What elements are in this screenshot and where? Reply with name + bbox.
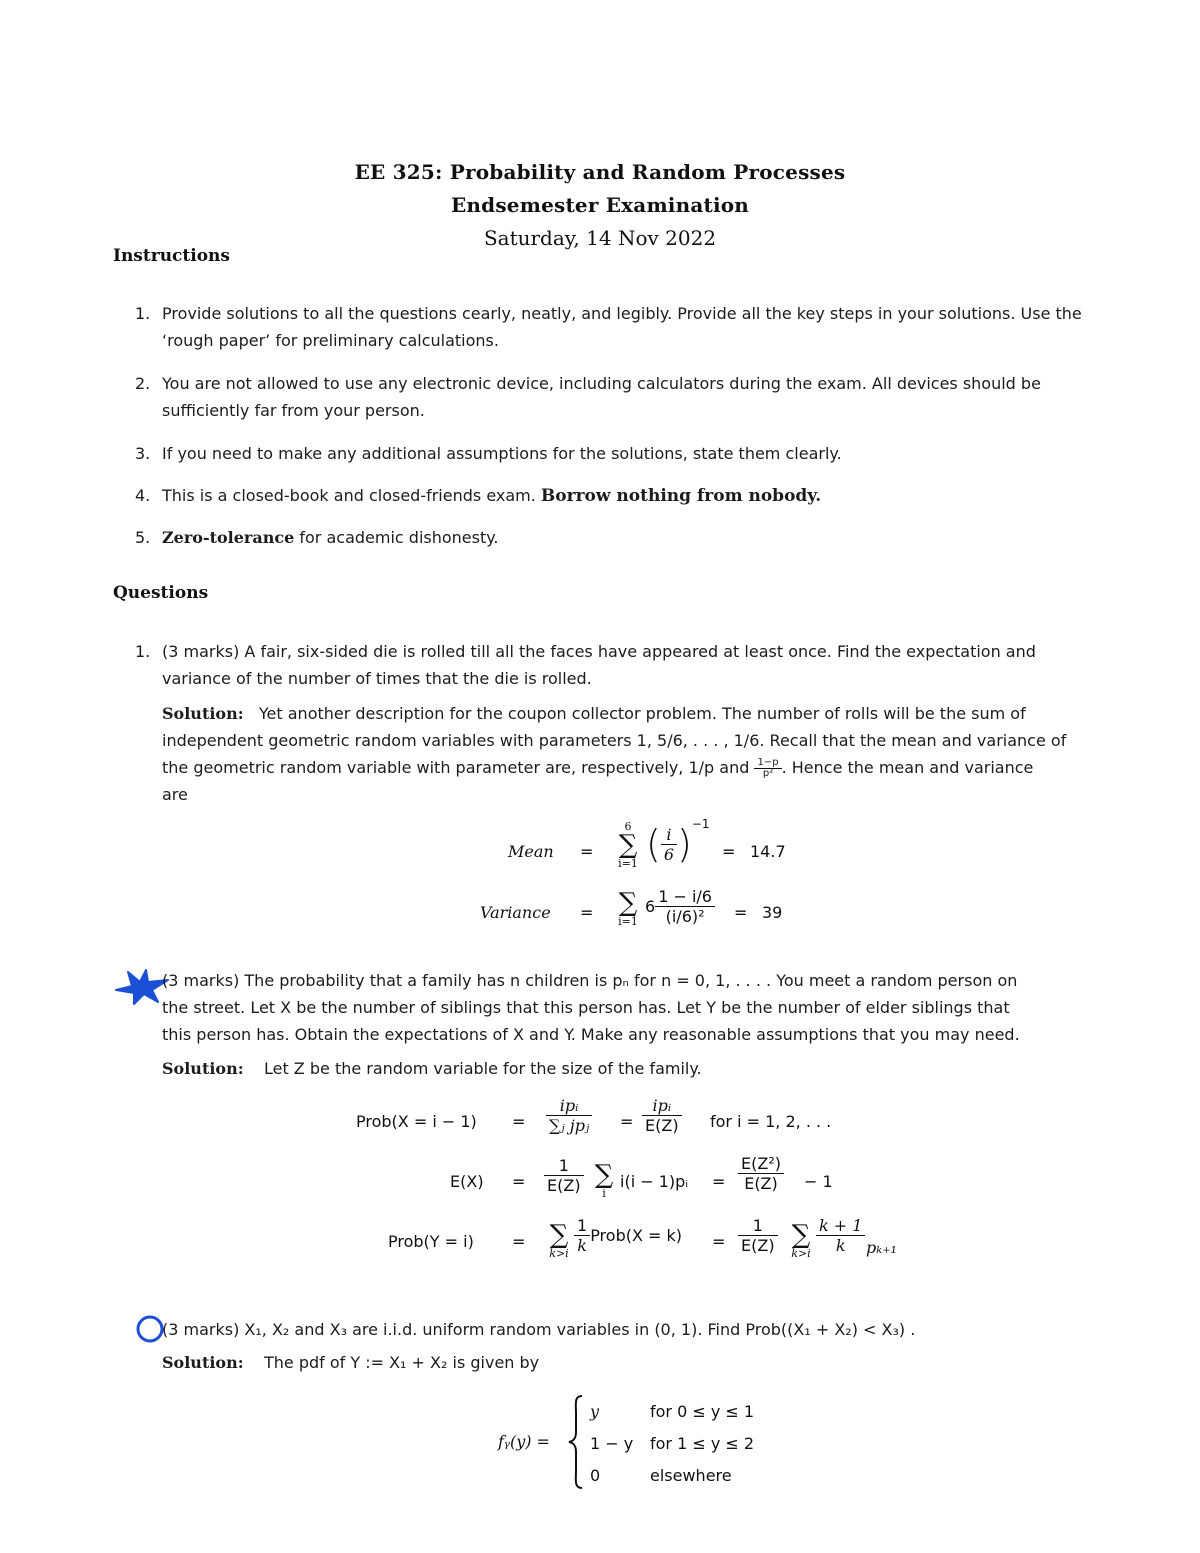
fraction-denominator: 6 [663,844,675,864]
exam-title: EE 325: Probability and Random Processes [354,160,846,184]
fraction-numerator: 1 − i/6 [655,887,715,907]
equals-sign: = [512,1232,526,1251]
eq3-rhs-sum [786,1220,816,1260]
eq1-condition: for i = 1, 2, . . . [710,1112,832,1131]
question-text-line-2: the street. Let X be the number of siblings that this person has. Let Y be the number of elder siblings that [162,998,1010,1017]
case-value: 0 [590,1466,601,1485]
eq2-fraction [544,1156,584,1195]
instruction-text: Provide solutions to all the questions cearly, neatly, and legibly. Provide all the key steps in your solutions. Use the ‘rough paper’ for preliminary calculations. [162,304,1082,350]
equals-sign: = [512,1172,526,1191]
mean-result: 14.7 [750,842,786,861]
sum-lower: k>i [549,1247,569,1260]
questions-heading: Questions [113,583,209,603]
left-brace-icon [566,1394,586,1490]
equals-sign: = [620,1112,634,1131]
question-2 [135,967,1105,1048]
instruction-item-1 [135,300,1105,354]
question-text: (3 marks) A fair, six-sided die is rolled till all the faces have appeared at least once. Find the expectation and variance of the number of times that the die is rolled. [162,642,1036,688]
inline-fraction [754,758,781,779]
instruction-emphasis: Borrow nothing from nobody. [540,486,822,506]
equals-sign: = [512,1112,526,1131]
sum-lower: k>i [791,1247,811,1260]
fraction-denominator: E(Z) [744,1174,778,1193]
solution-label: Solution: [162,1059,244,1078]
eq3-term [574,1216,682,1255]
fraction-denominator: (i/6)² [665,907,705,926]
fraction-denominator: E(Z) [547,1176,581,1195]
instruction-item-4 [135,482,1105,510]
fraction-denominator: k [835,1236,846,1255]
term-text: Prob(X = k) [590,1226,683,1245]
instruction-num: 3. [135,444,151,463]
fraction-numerator: k + 1 [816,1216,865,1236]
case-condition: for 1 ≤ y ≤ 2 [650,1434,755,1453]
fraction-denominator: ∑ⱼ jpⱼ [549,1116,590,1135]
instruction-text: for academic dishonesty. [299,528,499,547]
instruction-num: 4. [135,486,151,505]
sum-lower: i=1 [618,915,638,928]
eq1-fraction-2 [642,1096,682,1135]
fraction-denominator: p² [762,768,774,779]
equals-sign: = [734,903,748,922]
solution-label: Solution: [162,704,244,723]
mean-label: Mean [508,842,554,861]
question-1 [135,638,1105,692]
equals-sign: = [722,842,736,861]
question-3 [135,1316,1105,1343]
eq3-sum [544,1220,574,1260]
instruction-item-3 [135,440,1105,467]
instruction-item-2 [135,370,1105,424]
fraction-numerator: 1 [574,1216,590,1236]
fraction-denominator: E(Z) [741,1236,775,1255]
case-condition: elsewhere [650,1466,732,1485]
instruction-item-5 [135,524,1105,551]
case-value: y [590,1402,600,1421]
pdf-lhs: fᵧ(y) = [498,1432,550,1451]
eq2-lhs: E(X) [450,1172,484,1191]
fraction-numerator: 1 [544,1156,584,1176]
sigma-symbol: ∑ [594,1160,614,1190]
solution-text: the geometric random variable with parameter are, respectively, 1/p and [162,758,750,777]
q1-solution-line-4: are [162,785,188,804]
sum-lower: i [602,1187,606,1200]
equals-sign: = [580,842,594,861]
fraction-denominator: E(Z) [645,1116,679,1135]
instruction-emphasis: Zero-tolerance [162,528,295,547]
eq2-rhs-tail: − 1 [804,1172,833,1191]
solution-text: . Hence the mean and variance [781,758,1034,777]
sum-mean [616,820,640,870]
eq1-lhs: Prob(X = i − 1) [356,1112,477,1131]
q1-solution-line-2: independent geometric random variables with parameters 1, 5/6, . . . , 1/6. Recall that the mean and variance of [162,731,1067,750]
exam-date: Saturday, 14 Nov 2022 [483,226,717,250]
eq3-rhs-fraction [738,1216,778,1255]
fraction-numerator: ipᵢ [546,1096,592,1116]
variance-term [645,887,715,926]
exponent: −1 [691,817,710,832]
question-text-line-3: this person has. Obtain the expectations of X and Y. Make any reasonable assumptions that you may need. [162,1025,1020,1044]
solution-text: Let Z be the random variable for the size of the family. [263,1059,702,1078]
solution-text: The pdf of Y := X₁ + X₂ is given by [263,1353,540,1372]
fraction-numerator: 1 [738,1216,778,1236]
instructions-heading: Instructions [113,246,230,266]
case-condition: for 0 ≤ y ≤ 1 [650,1402,755,1421]
instruction-num: 1. [135,304,151,323]
sum-upper: 6 [624,820,632,833]
eq3-rhs-tail: pₖ₊₁ [866,1238,897,1257]
eq2-rhs-fraction [738,1154,784,1193]
eq2-sum-term: i(i − 1)pᵢ [620,1172,689,1191]
instruction-text: You are not allowed to use any electronic device, including calculators during the exam. All devices should be sufficiently far from your person. [162,374,1041,420]
q2-solution [162,1055,702,1082]
solution-label: Solution: [162,1353,244,1372]
question-num: 1. [135,642,151,661]
q1-solution-line-3 [162,754,1033,781]
instruction-num: 2. [135,374,151,393]
sigma-symbol: ∑ [549,1220,569,1250]
eq2-sum [592,1160,616,1200]
case-value: 1 − y [590,1434,634,1453]
instruction-text: If you need to make any additional assumptions for the solutions, state them clearly. [162,444,842,463]
variance-label: Variance [480,903,551,922]
q1-solution-line-1 [162,700,1026,727]
equals-sign: = [712,1172,726,1191]
question-text: (3 marks) X₁, X₂ and X₃ are i.i.d. uniform random variables in (0, 1). Find Prob((X₁ + X₂) < X₃) . [162,1320,916,1339]
q3-solution [162,1349,539,1376]
fraction-numerator: ipᵢ [642,1096,682,1116]
equals-sign: = [580,903,594,922]
fraction-numerator: i [661,825,677,845]
variance-result: 39 [762,903,783,922]
solution-text: Yet another description for the coupon collector problem. The number of rolls will be the sum of [258,704,1026,723]
instruction-num: 5. [135,528,151,547]
sum-variance [616,888,640,928]
eq3-rhs-fraction-2 [816,1216,865,1255]
exam-subtitle: Endsemester Examination [450,193,750,217]
sum-lower: i=1 [618,857,638,870]
instruction-text: This is a closed-book and closed-friends exam. [162,486,536,505]
fraction-numerator: E(Z²) [738,1154,784,1174]
question-text-line-1: (3 marks) The probability that a family has n children is pₙ for n = 0, 1, . . . . You meet a random person on [162,971,1018,990]
equals-sign: = [712,1232,726,1251]
sigma-symbol: ∑ [618,830,638,860]
sigma-symbol: ∑ [618,888,638,918]
fraction-numerator: 1−p [754,758,781,769]
coefficient: 6 [645,897,656,916]
eq1-fraction-1 [546,1096,592,1135]
fraction-denominator: k [577,1236,587,1255]
eq3-lhs: Prob(Y = i) [388,1232,474,1251]
sigma-symbol: ∑ [791,1220,811,1250]
mean-term: ( $\frac{i}{6}$ )$^{-1}$ [646,817,710,866]
